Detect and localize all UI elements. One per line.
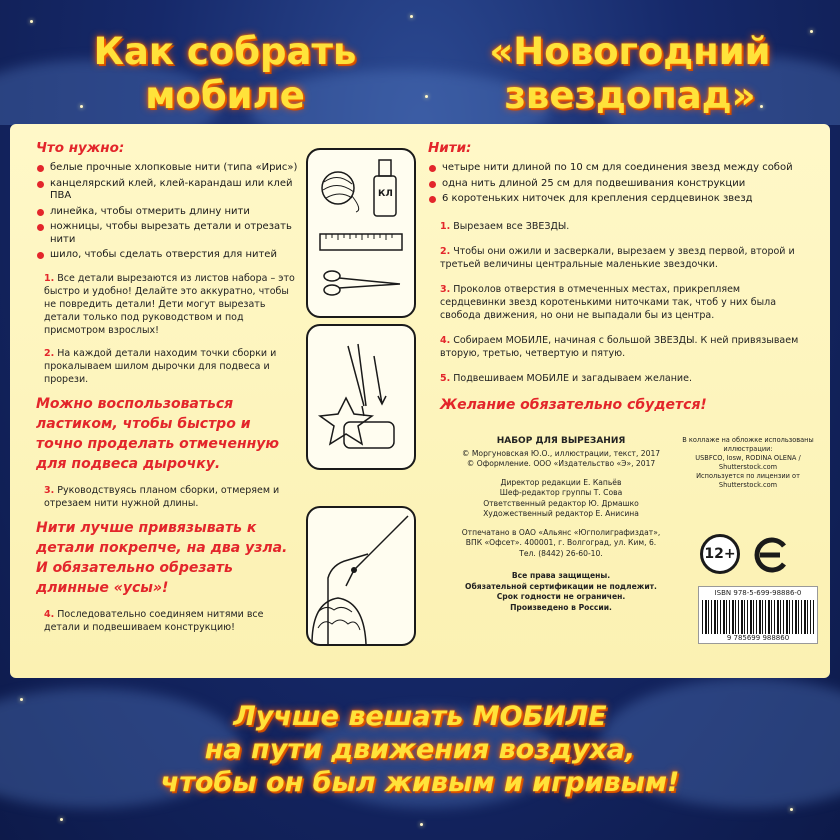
left-column (36, 140, 298, 634)
list-item: четыре нити длиной по 10 см для соединения звезд между собой (428, 162, 808, 175)
title-right (460, 30, 800, 118)
age-rating-badge: 12+ (700, 534, 740, 574)
imprint-block (450, 436, 672, 613)
left-step-1 (44, 272, 298, 337)
list-item: ножницы, чтобы вырезать детали и отрезать нити (36, 221, 298, 246)
right-step-5 (440, 372, 808, 385)
step-number: 4. (440, 334, 451, 346)
staff-line: Директор редакции Е. Капьёв (500, 477, 622, 487)
step-number: 3. (44, 484, 55, 496)
step-text: Чтобы они ожили и засверкали, вырезаем у звезд первой, второй и третьей величины центральные маленькие звездочки. (440, 245, 795, 270)
title-left (60, 30, 390, 118)
list-item: 6 коротеньких ниточек для крепления сердцевинок звезд (428, 193, 808, 206)
title-left-line1: Как собрать (93, 30, 357, 73)
rights-line: Произведено в России. (510, 602, 612, 612)
need-list (36, 162, 298, 262)
title-right-line2: звездопад» (504, 74, 756, 117)
barcode-box (698, 586, 818, 644)
footer-line: Лучше вешать МОБИЛЕ (233, 701, 607, 732)
kit-title: НАБОР ДЛЯ ВЫРЕЗАНИЯ (496, 436, 626, 446)
staff-line: Ответственный редактор Ю. Дрмашко (483, 498, 639, 508)
footer-line: чтобы он был живым и игривым! (160, 767, 680, 798)
step-number: 2. (440, 245, 451, 257)
footer-slogan (40, 700, 800, 799)
printer-line: ВПК «Офсет». 400001, г. Волгоград, ул. Ким, 6. (465, 538, 657, 547)
step-text: Проколов отверстия в отмеченных местах, прикрепляем сердцевинки звезд коротенькими ниточками так, чтоб у них была свобода движения, но они не выпадали бы из центра. (440, 283, 777, 321)
wish-line: Желание обязательно сбудется! (440, 396, 707, 413)
star-dot (60, 818, 63, 821)
printer-line: Отпечатано в ОАО «Альянс «Югполиграфиздат», (461, 527, 661, 537)
step-number: 1. (44, 272, 55, 284)
knot-illustration (306, 506, 416, 646)
barcode-digits: 9 785699 988860 (726, 634, 790, 642)
threads-title: Нити: (428, 140, 472, 156)
step-number: 4. (44, 608, 55, 620)
step-text: Все детали вырезаются из листов набора – это быстро и удобно! Делайте это аккуратно, чтобы не повредить детали! Дети могут вырезать детали только под руководством и под присмотром взрослых! (44, 272, 295, 336)
awl-star-icon (308, 326, 414, 468)
isbn: ISBN 978-5-699-98886-0 (714, 589, 802, 597)
step-text: Вырезаем все ЗВЕЗДЫ. (453, 220, 570, 232)
publisher-logo-icon (754, 536, 790, 574)
thread-knot-icon (308, 508, 414, 644)
staff-line: Шеф-редактор группы Т. Сова (499, 488, 623, 497)
star-dot (410, 15, 413, 18)
list-item: белые прочные хлопковые нити (типа «Ирис») (36, 162, 298, 175)
star-dot (30, 20, 33, 23)
star-dot (20, 698, 23, 701)
tools-illustration (306, 148, 416, 318)
list-item: одна нить длиной 25 см для подвешивания конструкции (428, 178, 808, 191)
right-step-4 (440, 334, 808, 360)
right-step-1 (440, 220, 808, 233)
tip-eraser: Можно воспользоваться ластиком, чтобы быстро и точно проделать отмеченную для подвеса дырочку. (36, 395, 280, 472)
tip-knots: Нити лучше привязывать к детали покрепче, на два узла. И обязательно обрезать длинные «усы»! (36, 519, 288, 596)
star-dot (810, 30, 813, 33)
credits-line: В коллаже на обложке использованы иллюстрации: (682, 436, 814, 453)
right-step-3 (440, 283, 808, 322)
footer-line: на пути движения воздуха, (204, 734, 636, 765)
left-step-4 (44, 608, 298, 634)
right-column (428, 140, 808, 413)
credits-line: Используется по лицензии от Shutterstock.com (696, 472, 800, 489)
step-text: Руководствуясь планом сборки, отмеряем и отрезаем нити нужной длины. (44, 484, 280, 509)
right-step-2 (440, 245, 808, 271)
awl-illustration (306, 324, 416, 470)
list-item: шило, чтобы сделать отверстия для нитей (36, 249, 298, 262)
step-number: 1. (440, 220, 451, 232)
threads-list (428, 162, 808, 206)
title-left-line2: мобиле (145, 74, 305, 117)
step-number: 5. (440, 372, 451, 384)
copyright-text: © Оформление. ООО «Издательство «Э», 2017 (466, 459, 656, 468)
need-title: Что нужно: (36, 140, 125, 156)
barcode (702, 600, 814, 634)
star-dot (790, 808, 793, 811)
step-number: 3. (440, 283, 451, 295)
instructions-panel (10, 124, 830, 678)
star-dot (420, 823, 423, 826)
staff-line: Художественный редактор Е. Анисина (483, 509, 639, 518)
copyright-text: © Моргуновская Ю.О., иллюстрации, текст, 2017 (461, 448, 661, 458)
step-number: 2. (44, 347, 55, 359)
step-text: Подвешиваем МОБИЛЕ и загадываем желание. (453, 372, 692, 384)
rights-line: Обязательной сертификации не подлежит. (465, 581, 657, 591)
step-text: На каждой детали находим точки сборки и прокалываем шилом дырочки для подвеса и прорези. (44, 347, 277, 385)
step-text: Последовательно соединяем нитями все детали и подвешиваем конструкцию! (44, 608, 264, 633)
star-dot (425, 95, 428, 98)
rights-line: Срок годности не ограничен. (496, 592, 626, 601)
list-item: канцелярский клей, клей-карандаш или клей ПВА (36, 178, 298, 203)
left-step-3 (44, 484, 298, 510)
list-item: линейка, чтобы отмерить длину нити (36, 206, 298, 219)
credits-block (678, 436, 818, 490)
title-right-line1: «Новогодний (489, 30, 771, 73)
svg-text:КЛ: КЛ (378, 189, 393, 199)
printer-line: Тел. (8442) 26-60-10. (519, 548, 603, 558)
credits-line: USBFCO, Iosw, RODINA OLENA / Shutterstock.com (695, 454, 801, 471)
left-step-2 (44, 347, 298, 386)
rights-line: Все права защищены. (511, 571, 611, 580)
tools-icon (308, 150, 414, 316)
step-text: Собираем МОБИЛЕ, начиная с большой ЗВЕЗДЫ. К ней привязываем вторую, третью, четвертую и пятую. (440, 334, 799, 359)
